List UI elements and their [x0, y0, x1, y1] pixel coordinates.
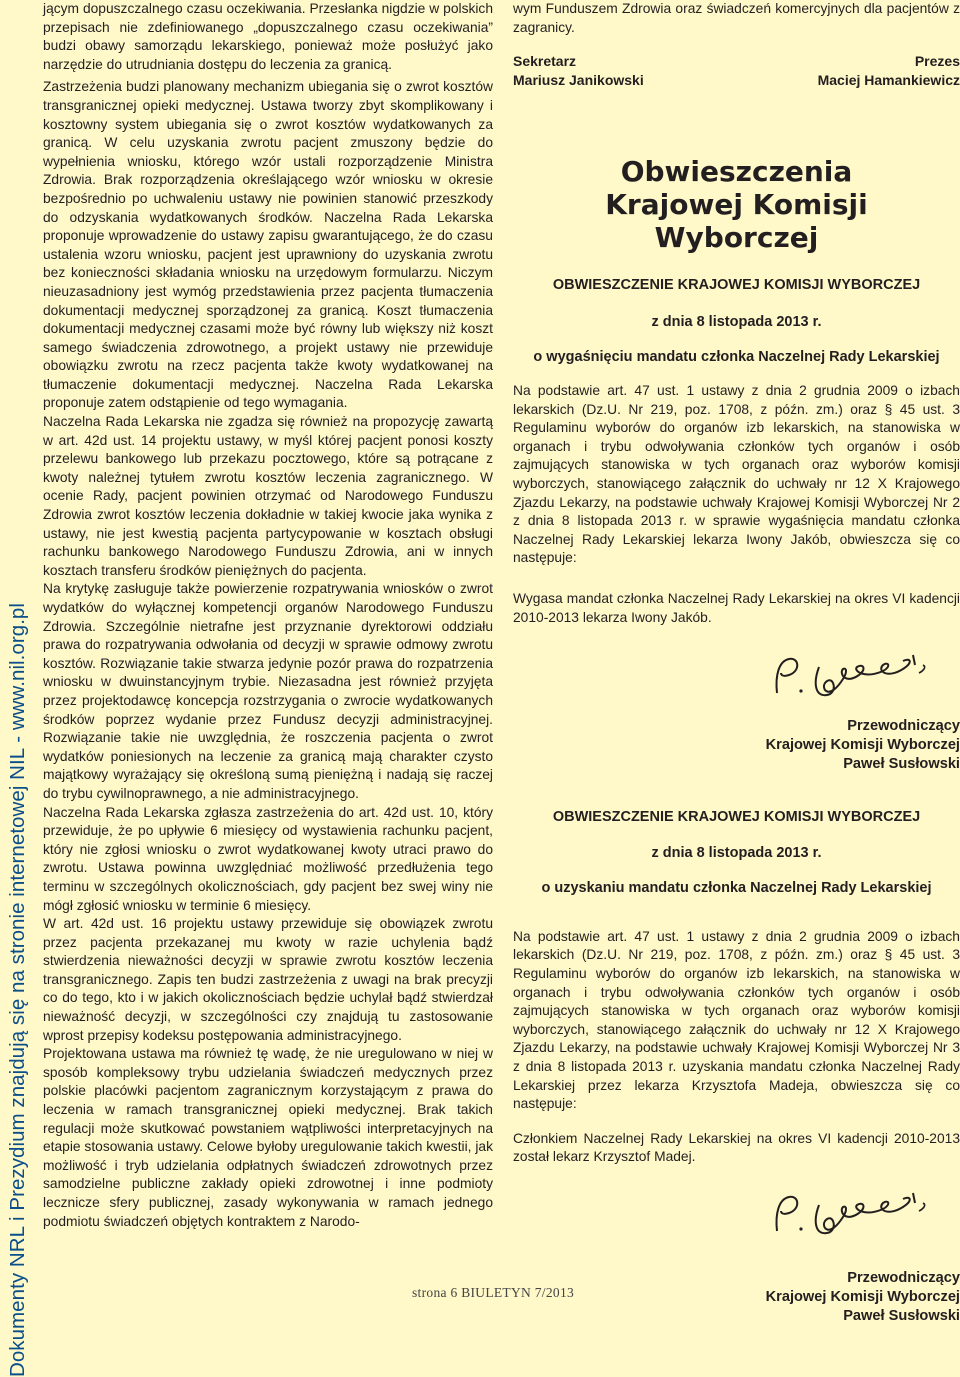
chair-body: Krajowej Komisji Wyborczej — [765, 1289, 960, 1305]
signature-image — [513, 1181, 960, 1269]
paragraph: Zastrzeżenia budzi planowany mechanizm ubiegania się o zwrot kosztów transgranicznej opieki medycznej. Ustawa tworzy zbyt skomplikowany i kosztowny system ubiegania się o zwrot kosztów wydatkowanych za granicą. W celu uzyskania zwrotu pacjent zmuszony będzie do wypełnienia wniosku, którego wzór ustali rozporządzenie Ministra Zdrowia. Brak rozporządzenia określającego wzór wniosku w okresie bezpośrednio po uchwaleniu ustawy nie powinien stanowić przeszkody do odzyskania wydatkowanych środków. Naczelna Rada Lekarska proponuje wprowadzenie do ustawy zapisu gwarantującego, że do czasu ustalenia wzoru wniosku, pacjent jest uprawniony do uzyskania zwrotu bez konieczności składania wniosku na urzędowym formularzu. Niczym nieuzasadniony jest wymóg przedstawienia przez pacjenta tłumaczenia dokumentacji medycznej sporządzonej za granicą. Koszt tłumaczenia dokumentacji medycznej czasami może być równy lub większy niż koszt samego świadczenia zdrowotnego, a projekt ustawy nie przewiduje obowiązku zwrotu na rzecz pacjenta także kwoty wydatkowanej na tłumaczenie dokumentacji medycznej. Naczelna Rada Lekarska proponuje zatem odstąpienie od tego wymagania. — [43, 79, 493, 411]
notice1-date: z dnia 8 listopada 2013 r. — [651, 313, 822, 330]
notice2-subject: o uzyskaniu mandatu członka Naczelnej Rady Lekarskiej — [541, 880, 932, 897]
paragraph: Naczelna Rada Lekarska zgłasza zastrzeżenia do art. 42d ust. 10, który przewiduje, że po upływie 6 miesięcy od wystawienia rachunku pacjent, który nie zgłosi wniosku o zwrot wydatkowanej kwoty utraci prawo do zwrotu. Ustawa powinna uwzględniać możliwość przedłużenia tego terminu w szczególnych okolicznościach, gdy pacjent bez swej winy nie mógł zgłosić wniosku w terminie 6 miesięcy. — [43, 804, 493, 913]
section-heading: Obwieszczenia Krajowej Komisji Wyborczej — [605, 155, 868, 255]
secretary-role: Sekretarz — [513, 53, 577, 70]
notice2-date: z dnia 8 listopada 2013 r. — [651, 844, 822, 861]
secretary-name: Mariusz Janikowski — [513, 72, 644, 89]
notice2-decision: Członkiem Naczelnej Rady Lekarskiej na okres VI kadencji 2010-2013 został lekarz Krzysztof Madej. — [513, 1130, 960, 1165]
paragraph: Projektowana ustawa ma również tę wadę, że nie uregulowano w niej w sposób kompleksowy trybu udzielania świadczeń medycznych przez polskie placówki pacjentom zagranicznym korzystającym z prawa do leczenia w ramach transgranicznej opieki medycznej. Brak takich regulacji może skutkować powstaniem wątpliwości interpretacyjnych na etapie stosowania ustawy. Celowe byłoby uregulowanie takich kwestii, jak możliwość i tryb udzielania odpłatnych świadczeń zdrowotnych przez samodzielne publiczne zakłady opieki zdrowotnej i inne podmioty lecznicze sfery publicznej, zasady wykonywania w ramach jednego podmiotu świadczeń objętych kontraktem z Narodo- — [43, 1046, 493, 1229]
chair-title: Przewodniczący — [847, 718, 960, 735]
notice2-body: Na podstawie art. 47 ust. 1 ustawy z dnia 2 grudnia 2009 o izbach lekarskich (Dz.U. Nr 219, poz. 1708, z późn. zm.) oraz § 45 ust. 3 Regulaminu wyborów do organów izb lekarskich, na stanowiska w organach i trybu odwoływania członków tych organów i osób zajmujących stanowiska w tych organach oraz wyborów komisji wyborczych, stanowiącego załącznik do uchwały nr 12 X Krajowego Zjazdu Lekarzy, na podstawie uchwały Krajowej Komisji Wyborczej Nr 3 z dnia 8 listopada 2013 r. uzyskania mandatu członka Naczelnej Rady Lekarskiej przez lekarza Krzysztofa Madeja, obwieszcza się co następuje: — [513, 928, 960, 1112]
signatories — [513, 52, 960, 90]
chair-title: Przewodniczący — [847, 1270, 960, 1286]
signature-image — [513, 645, 960, 717]
chair-name: Paweł Susłowski — [843, 756, 960, 773]
paragraph: Naczelna Rada Lekarska nie zgadza się również na propozycję zawartą w art. 42d ust. 14 projektu ustawy, w myśl której pacjent ponosi koszty przelewu bankowego lub przekazu pocztowego, które są potrącane z kwoty należnej tytułem zwrotu kosztów leczenia zagranicznego. W ocenie Rady, pacjent powinien otrzymać od Narodowego Funduszu Zdrowia zwrot kosztów leczenia dokładnie w takiej kwocie jaka wynika z ustawy, nie jest kwestią pacjenta partycypowanie w kosztach obsługi rachunku bankowego Narodowego Funduszu Zdrowia, ani w innych kosztach transferu środków pieniężnych do pacjenta. — [43, 414, 493, 578]
sidebar — [0, 0, 36, 1377]
paragraph: Na krytykę zasługuje także powierzenie rozpatrywania wniosków o zwrot wydatków do wyłącznej kompetencji organów Narodowego Funduszu Zdrowia. Szczególnie nietrafne jest przyznanie dyrektorowi oddziału prawa do rozpatrywania odwołania od decyzji w sprawie odmowy zwrotu kosztów. Rozwiązanie takie stwarza jedynie pozór prawa do rozpatrzenia wniosku w dwuinstancyjnym trybie. Niezasadna jest również przyjęta przez projektodawcę koncepcja rozstrzygania o zwrocie wydatkowanych środków poprzez wydanie przez Fundusz decyzji administracyjnej. Rozwiązanie takie nie uwzględnia, że roszczenia pacjenta o zwrot wydatków poniesionych na leczenie za granicą mają charakter czysto majątkowy wyrażający się określoną sumą pieniężną i nadają się raczej do trybu cywilnoprawnego, a nie administracyjnego. — [43, 581, 493, 801]
sidebar-website-note: Dokumenty NRL i Prezydium znajdują się na stronie internetowej NIL - www.nil.org.pl — [6, 603, 29, 1377]
handwritten-signature-icon — [763, 645, 943, 705]
notice1-decision: Wygasa mandat członka Naczelnej Rady Lekarskiej na okres VI kadencji 2010-2013 lekarza Iwony Jakób. — [513, 590, 960, 625]
secretary-block — [513, 52, 644, 90]
notice1-subject: o wygaśnięciu mandatu członka Naczelnej Rady Lekarskiej — [533, 349, 940, 366]
chair-name: Paweł Susłowski — [843, 1308, 960, 1324]
paragraph: jącym dopuszczalnego czasu oczekiwania. Przesłanka nigdzie w polskich przepisach nie zdefiniowanego „dopuszczalnego czasu oczekiwania” budzi obawy samorządu lekarskiego, ponieważ może posłużyć jako narzędzie do utrudniania dostępu do leczenia za granicą. — [43, 1, 493, 72]
notice1-title: OBWIESZCZENIE KRAJOWEJ KOMISJI WYBORCZEJ — [552, 277, 921, 294]
president-role: Prezes — [914, 53, 960, 70]
notice2-title: OBWIESZCZENIE KRAJOWEJ KOMISJI WYBORCZEJ — [552, 809, 921, 826]
handwritten-signature-icon — [763, 1183, 943, 1243]
notice1-body: Na podstawie art. 47 ust. 1 ustawy z dnia 2 grudnia 2009 o izbach lekarskich (Dz.U. Nr 219, poz. 1708, z późn. zm.) oraz § 45 ust. 3 Regulaminu wyborów do organów izb lekarskich, na stanowiska w organach i trybu odwoływania członków tych organów i osób zajmujących stanowiska w tych organach oraz wyborów komisji wyborczych, stanowiącego załącznik do uchwały nr 12 X Krajowego Zjazdu Lekarzy, na podstawie uchwały Krajowej Komisji Wyborczej Nr 2 z dnia 8 listopada 2013 r. w sprawie wygaśnięcia mandatu członka Naczelnej Rady Lekarskiej lekarza Iwony Jakób, obwieszcza się co następuje: — [513, 382, 960, 566]
president-block — [818, 52, 960, 90]
paragraph: W art. 42d ust. 16 projektu ustawy przewiduje się obowiązek zwrotu przez pacjenta przekazanej mu kwoty w razie uchylenia bądź stwierdzenia nieważności decyzji w sprawie zwrotu kosztów leczenia transgranicznego. Zapis ten budzi zastrzeżenia z uwagi na brak precyzji co do tego, kto i w jakich okolicznościach będzie uchylał bądź stwierdzał nieważność decyzji, w szczególności czy znajdują tu zastosowanie wprost przepisy kodeksu postępowania administracyjnego. — [43, 916, 493, 1043]
paragraph: wym Funduszem Zdrowia oraz świadczeń komercyjnych dla pacjentów z zagranicy. — [513, 1, 960, 35]
notice2-chair — [513, 1269, 960, 1326]
page-footer: strona 6 BIULETYN 7/2013 — [412, 1285, 575, 1300]
president-name: Maciej Hamankiewicz — [817, 72, 960, 89]
right-column — [513, 0, 960, 1326]
notice1-chair — [513, 717, 960, 774]
chair-body: Krajowej Komisji Wyborczej — [765, 737, 960, 754]
left-column — [43, 0, 493, 1231]
